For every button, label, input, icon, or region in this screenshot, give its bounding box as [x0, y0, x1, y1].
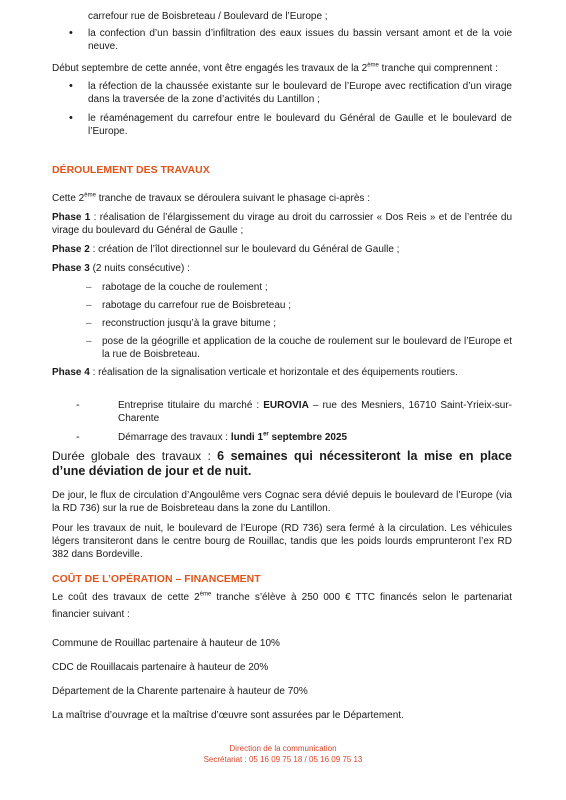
bullet-list-1	[52, 27, 512, 53]
duration-statement: Durée globale des travaux : 6 semaines qui nécessiteront la mise en place d’une déviation de jour et de nuit.	[52, 448, 512, 479]
partner-departement: Département de la Charente partenaire à hauteur de 70%	[52, 685, 308, 697]
section-heading-cout: COÛT DE L’OPÉRATION – FINANCEMENT	[52, 572, 261, 585]
contract-company: - Entreprise titulaire du marché : EUROVIA – rue des Mesniers, 16710 Saint-Yrieix-sur-Charente	[52, 399, 512, 425]
phase-3-step: – rabotage du carrefour rue de Boisbreteau ;	[52, 299, 512, 312]
partner-commune: Commune de Rouillac partenaire à hauteur de 10%	[52, 637, 280, 649]
phase-2: Phase 2 : création de l’îlot directionnel sur le boulevard du Général de Gaulle ;	[52, 243, 400, 255]
footer-department: Direction de la communication	[229, 744, 337, 753]
document-page	[52, 10, 512, 722]
bullet-chaussee: • la réfection de la chaussée existante sur le boulevard de l’Europe avec rectification d’un virage dans la traversée de la zone d’activités du Lantillon ;	[52, 80, 512, 106]
bullet-infiltration: • la confection d’un bassin d’infiltration des eaux issues du bassin versant amont et de la voie neuve.	[52, 27, 512, 53]
bullet-carrefour: • le réaménagement du carrefour entre le boulevard du Général de Gaulle et le boulevard de l’Europe.	[52, 112, 512, 138]
phasing-intro: Cette 2ème tranche de travaux se déroulera suivant le phasage ci-après :	[52, 192, 370, 204]
contract-start-date: - Démarrage des travaux : lundi 1er septembre 2025	[52, 431, 512, 444]
day-diversion-paragraph: De jour, le flux de circulation d’Angoulême vers Cognac sera dévié depuis le boulevard de l’Europe (via la RD 736) sur la rue de Boisbreteau dans la zone du Lantillon.	[52, 489, 512, 514]
footer	[0, 744, 566, 766]
phase-3: Phase 3 (2 nuits consécutive) :	[52, 262, 190, 274]
phase-4: Phase 4 : réalisation de la signalisation verticale et horizontale et des équipements routiers.	[52, 366, 458, 378]
footer-phone: Secrétariat : 05 16 09 75 18 / 05 16 09 75 13	[203, 754, 363, 764]
phase-3-steps	[52, 281, 512, 361]
closing-statement: La maîtrise d’ouvrage et la maîtrise d’œuvre sont assurées par le Département.	[52, 709, 404, 721]
phase-3-step: – pose de la géogrille et application de la couche de roulement sur le boulevard de l’Europe et la rue de Boisbreteau.	[52, 335, 512, 361]
contract-list	[52, 399, 512, 444]
phase-1: Phase 1 : réalisation de l’élargissement du virage au droit du carrossier « Dos Reis » et de l’entrée du virage du boulevard du Général de Gaulle ;	[52, 211, 513, 236]
second-tranche-paragraph: Début septembre de cette année, vont être engagés les travaux de la 2ème tranche qui comprennent :	[52, 62, 498, 74]
night-diversion-paragraph: Pour les travaux de nuit, le boulevard de l’Europe (RD 736) sera fermé à la circulation. Les véhicules légers transiteront dans le centre bourg de Rouillac, tandis que les poids lourds emprunteront l’ex RD 382 dans Bordeville.	[52, 522, 512, 560]
bullet-list-2	[52, 80, 512, 138]
cost-paragraph: Le coût des travaux de cette 2ème tranche s’élève à 250 000 € TTC financés selon le partenariat financier suivant :	[52, 591, 512, 621]
phase-3-step: – rabotage de la couche de roulement ;	[52, 281, 512, 294]
carryover-line: carrefour rue de Boisbreteau / Boulevard de l’Europe ;	[88, 11, 328, 22]
partner-cdc: CDC de Rouillacais partenaire à hauteur de 20%	[52, 661, 269, 673]
phase-3-step: – reconstruction jusqu’à la grave bitume ;	[52, 317, 512, 330]
section-heading-deroulement: DÉROULEMENT DES TRAVAUX	[52, 164, 210, 176]
